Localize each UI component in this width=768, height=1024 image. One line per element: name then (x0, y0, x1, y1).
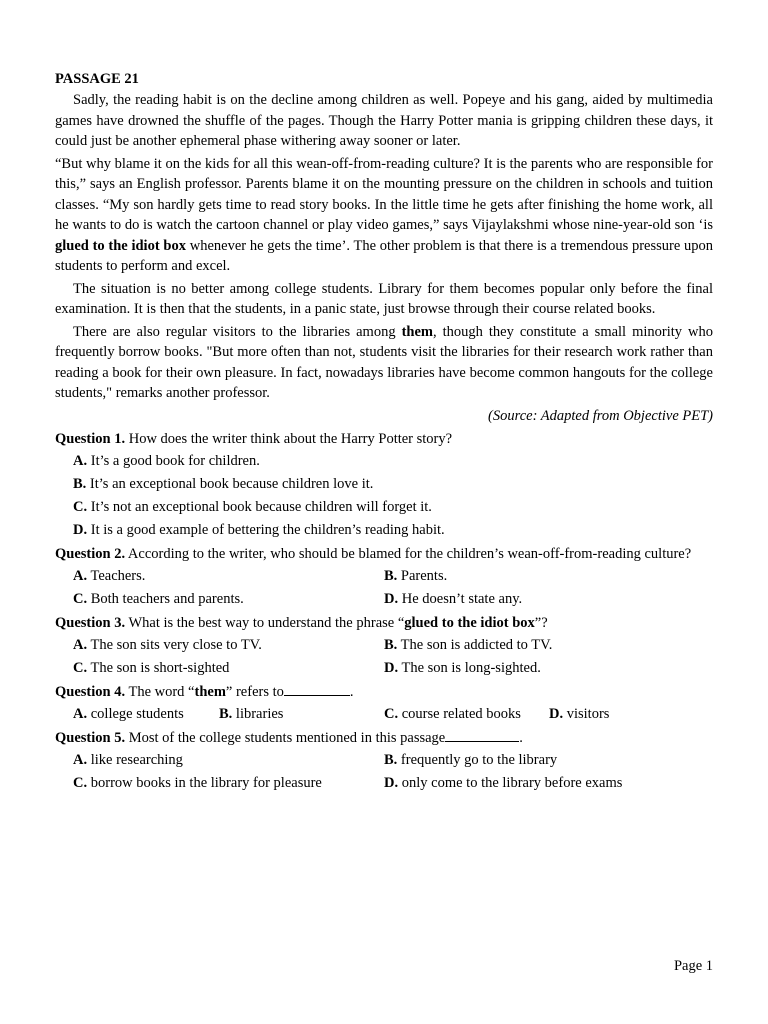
option-row (55, 496, 713, 519)
option-text: Both teachers and parents. (87, 590, 244, 607)
text-run: ”? (534, 614, 548, 631)
answer-option-b (219, 703, 283, 726)
option-text: The son is long-sighted. (398, 659, 541, 676)
question-stem (55, 543, 713, 565)
answer-blank (445, 727, 519, 742)
answer-option-b (73, 473, 373, 496)
answer-option-a (73, 634, 262, 657)
question-stem (55, 428, 713, 450)
option-row (55, 519, 713, 542)
option-text: college students (87, 705, 184, 722)
page-number: Page 1 (673, 958, 713, 974)
option-row (55, 588, 713, 611)
text-run: . (519, 729, 523, 746)
option-letter: D. (384, 774, 399, 791)
option-text: It is a good example of bettering the children’s reading habit. (87, 521, 445, 538)
text-run: whenever he gets the time’. The other problem is that there is a tremendous pressure upon students to perform and excel. (55, 237, 714, 274)
source-citation: (Source: Adapted from Objective PET) (488, 407, 713, 424)
question-stem (55, 727, 713, 749)
option-row (55, 703, 713, 726)
answer-option-c (73, 496, 432, 519)
option-text: libraries (232, 705, 284, 722)
option-letter: B. (219, 705, 233, 722)
option-letter: D. (549, 705, 564, 722)
option-text: The son is addicted to TV. (397, 636, 553, 653)
option-letter: C. (73, 774, 88, 791)
option-text: course related books (398, 705, 521, 722)
passage-paragraph (55, 154, 713, 277)
question-stem (55, 681, 713, 703)
document-body (55, 68, 713, 795)
option-row (55, 772, 713, 795)
option-letter: D. (384, 590, 399, 607)
text-run: Sadly, the reading habit is on the decline among children as well. Popeye and his gang, aided by multimedia games have drowned the shuffle of the pages. Though the Harry Potter mania is gripping children these days, it could just be another ephemeral phase withering away sooner or later. (55, 92, 713, 149)
answer-option-d (549, 703, 609, 726)
option-letter: A. (73, 452, 88, 469)
option-text: only come to the library before exams (398, 774, 623, 791)
question-number: Question 2. (55, 545, 126, 562)
option-text: It’s not an exceptional book because children will forget it. (87, 498, 432, 515)
bold-phrase: them (194, 683, 226, 700)
option-text: It’s a good book for children. (87, 452, 260, 469)
answer-option-a (73, 450, 260, 473)
option-text: Parents. (397, 567, 448, 584)
option-letter: A. (73, 705, 88, 722)
text-run: There are also regular visitors to the libraries among (73, 323, 402, 340)
passage-text (55, 90, 713, 404)
option-letter: C. (384, 705, 399, 722)
question-number: Question 1. (55, 430, 126, 447)
answer-option-c (73, 657, 229, 680)
answer-option-d (73, 519, 445, 542)
option-letter: B. (73, 475, 87, 492)
text-run: Most of the college students mentioned in this passage (125, 729, 446, 746)
option-letter: C. (73, 590, 88, 607)
answer-option-d (384, 772, 622, 795)
option-text: frequently go to the library (397, 751, 558, 768)
text-run: How does the writer think about the Harry Potter story? (125, 430, 453, 447)
option-row (55, 565, 713, 588)
passage-paragraph (55, 322, 713, 404)
option-text: He doesn’t state any. (398, 590, 523, 607)
text-run: The situation is no better among college students. Library for them becomes popular only before the final examination. It is then that the students, in a panic state, just browse through their course related books. (55, 280, 713, 317)
answer-option-c (384, 703, 521, 726)
text-run: ” refers to (225, 683, 284, 700)
answer-option-d (384, 657, 541, 680)
option-letter: A. (73, 567, 88, 584)
option-text: like researching (87, 751, 183, 768)
text-run: According to the writer, who should be blamed for the children’s wean-off-from-reading culture? (125, 545, 692, 562)
option-letter: B. (384, 751, 398, 768)
option-letter: D. (73, 521, 88, 538)
option-row (55, 473, 713, 496)
answer-option-b (384, 565, 447, 588)
option-row (55, 749, 713, 772)
answer-blank (284, 681, 350, 696)
option-letter: A. (73, 636, 88, 653)
question-number: Question 3. (55, 614, 126, 631)
option-row (55, 657, 713, 680)
option-text: The son is short-sighted (87, 659, 230, 676)
bold-phrase: glued to the idiot box (404, 614, 535, 631)
option-text: visitors (563, 705, 610, 722)
answer-option-b (384, 749, 557, 772)
question-list (55, 428, 713, 795)
answer-option-a (73, 749, 183, 772)
text-run: The word “ (125, 683, 195, 700)
option-row (55, 634, 713, 657)
text-run: “But why blame it on the kids for all this wean-off-from-reading culture? It is the parents who are responsible for this,” says an English professor. Parents blame it on the mounting pressure on the children in schools and tuition classes. “My son hardly gets time to read story books. In the little time he gets after finishing the home work, all he wants to do is watch the cartoon channel or play video games,” says Vijaylakshmi whose nine-year-old son ‘is (55, 155, 713, 233)
option-letter: C. (73, 659, 88, 676)
passage-paragraph (55, 279, 713, 320)
option-text: The son sits very close to TV. (87, 636, 262, 653)
option-text: borrow books in the library for pleasure (87, 774, 322, 791)
answer-option-a (73, 703, 184, 726)
option-row (55, 450, 713, 473)
option-text: It’s an exceptional book because children love it. (86, 475, 374, 492)
text-run: , though they constitute a small minority who frequently borrow books. "But more often than not, students visit the libraries for their research work rather than reading a book for their own pleasure. In fact, nowadays libraries have become common hangouts for the college students," remarks another professor. (55, 323, 713, 401)
question-number: Question 4. (55, 683, 126, 700)
question-stem (55, 612, 713, 634)
bold-phrase: them (401, 323, 433, 340)
option-letter: B. (384, 567, 398, 584)
text-run: What is the best way to understand the phrase “ (125, 614, 405, 631)
answer-option-d (384, 588, 522, 611)
option-letter: D. (384, 659, 399, 676)
passage-paragraph (55, 90, 713, 152)
option-letter: C. (73, 498, 88, 515)
answer-option-a (73, 565, 145, 588)
question-number: Question 5. (55, 729, 126, 746)
option-letter: B. (384, 636, 398, 653)
answer-option-c (73, 588, 244, 611)
answer-option-b (384, 634, 552, 657)
answer-option-c (73, 772, 322, 795)
option-letter: A. (73, 751, 88, 768)
passage-title: PASSAGE 21 (55, 71, 139, 87)
text-run: . (349, 683, 354, 700)
option-text: Teachers. (87, 567, 146, 584)
bold-phrase: glued to the idiot box (55, 237, 186, 254)
